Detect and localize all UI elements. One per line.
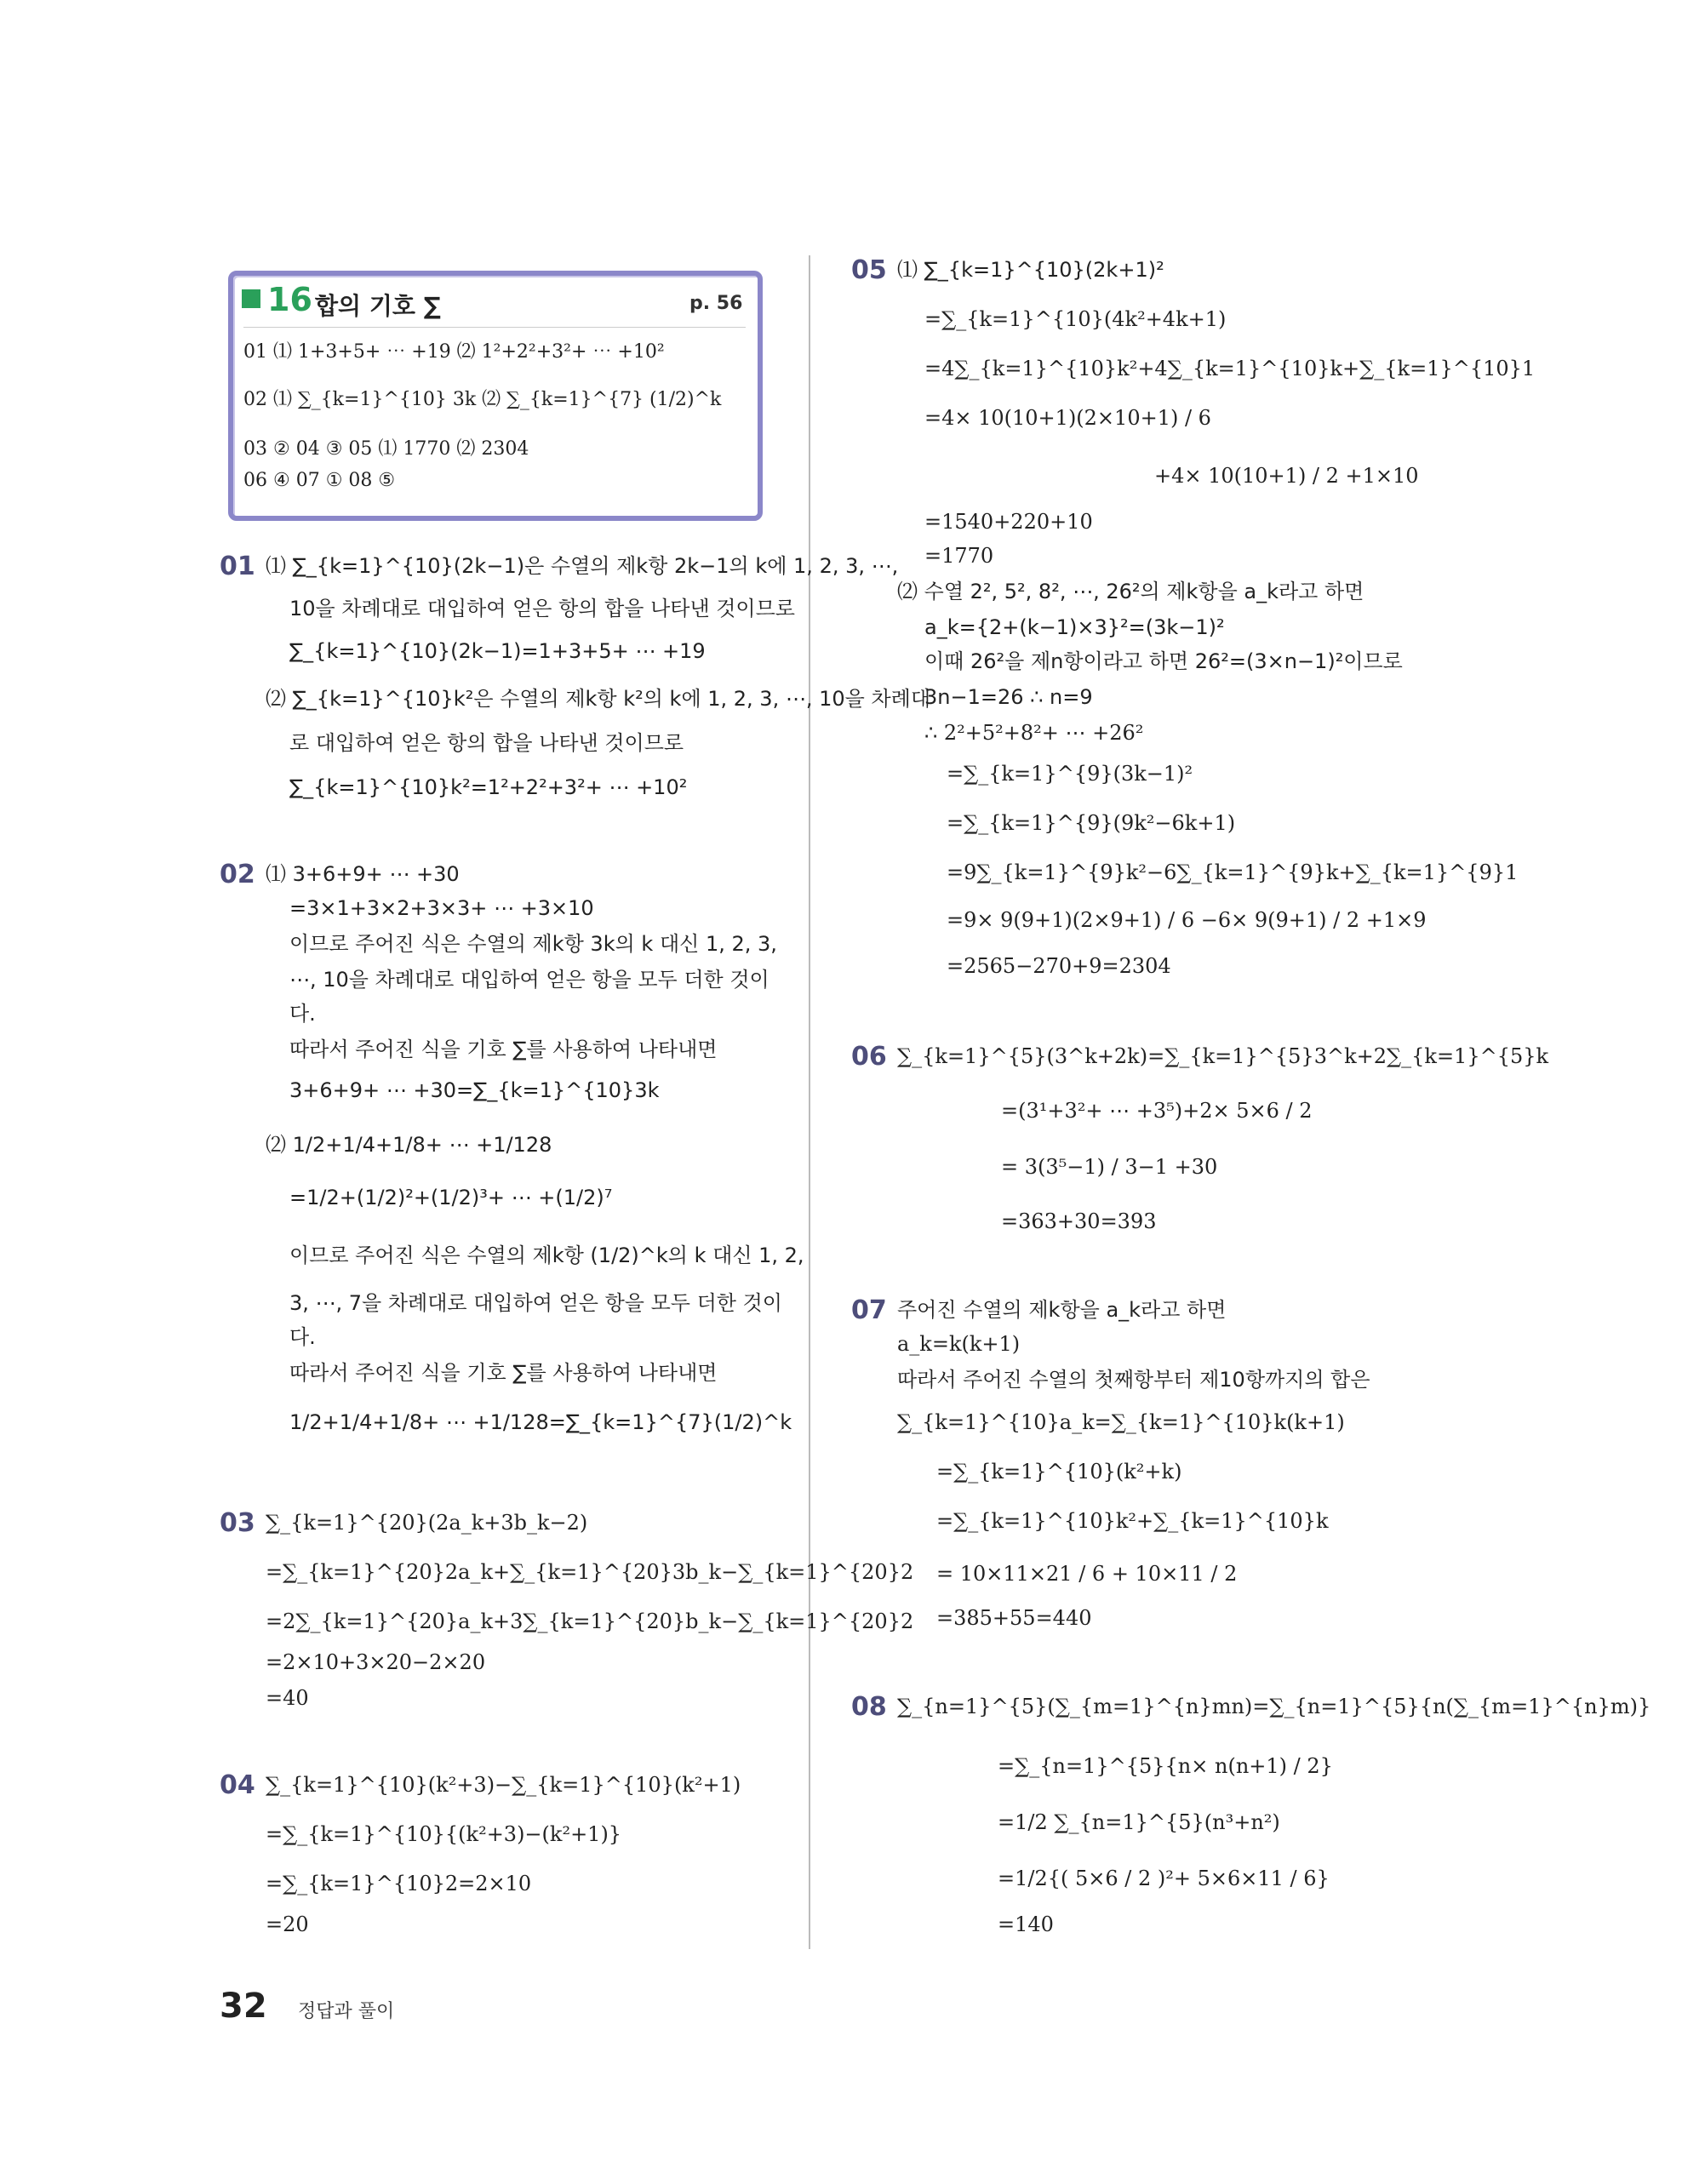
- solution-line: ⑴ ∑_{k=1}^{10}(2k+1)²: [897, 258, 1164, 282]
- solution-line: =1/2+(1/2)²+(1/2)³+ ⋯ +(1/2)⁷: [289, 1186, 613, 1209]
- solution-line: =∑_{n=1}^{5}{n× n(n+1) / 2}: [998, 1754, 1333, 1778]
- solution-line: =∑_{k=1}^{10}2=2×10: [266, 1872, 532, 1895]
- solution-line: 3+6+9+ ⋯ +30=∑_{k=1}^{10}3k: [289, 1078, 660, 1102]
- footer-label: 정답과 풀이: [298, 2001, 395, 2022]
- solution-line: =(3¹+3²+ ⋯ +3⁵)+2× 5×6 / 2: [1001, 1099, 1313, 1123]
- solution-line: =140: [998, 1912, 1054, 1936]
- solution-line: ⑴ 3+6+9+ ⋯ +30: [266, 862, 460, 886]
- solution-line: =1/2 ∑_{n=1}^{5}(n³+n²): [998, 1810, 1280, 1834]
- problem-number: 01: [220, 552, 255, 581]
- problem-number: 08: [851, 1692, 887, 1722]
- problem-number: 05: [851, 255, 887, 285]
- solution-line: = 3(3⁵−1) / 3−1 +30: [1001, 1155, 1218, 1179]
- answer-row: 06 ④ 07 ① 08 ⑤: [243, 470, 396, 491]
- solution-line: =2×10+3×20−2×20: [266, 1650, 486, 1674]
- solution-line: ⑴ ∑_{k=1}^{10}(2k−1)은 수열의 제k항 2k−1의 k에 1, 2, 3, ⋯,: [266, 554, 899, 578]
- solution-line: =∑_{k=1}^{10}{(k²+3)−(k²+1)}: [266, 1822, 622, 1846]
- problem-number: 02: [220, 860, 255, 889]
- solution-line: =4× 10(10+1)(2×10+1) / 6: [924, 406, 1211, 430]
- solution-line: 따라서 주어진 식을 기호 ∑를 사용하여 나타내면: [289, 1038, 718, 1061]
- solution-line: 이때 26²을 제n항이라고 하면 26²=(3×n−1)²이므로: [924, 649, 1403, 673]
- solution-line: =9∑_{k=1}^{9}k²−6∑_{k=1}^{9}k+∑_{k=1}^{9}1: [947, 860, 1519, 884]
- solution-line: 주어진 수열의 제k항을 a_k라고 하면: [897, 1298, 1227, 1322]
- solution-line: ∑_{k=1}^{10}(k²+3)−∑_{k=1}^{10}(k²+1): [266, 1773, 741, 1797]
- solution-line: =∑_{k=1}^{9}(3k−1)²: [947, 762, 1193, 786]
- solution-line: =9× 9(9+1)(2×9+1) / 6 −6× 9(9+1) / 2 +1×9: [947, 908, 1427, 932]
- solution-line: =3×1+3×2+3×3+ ⋯ +3×10: [289, 896, 594, 920]
- solution-line: 따라서 주어진 수열의 첫째항부터 제10항까지의 합은: [897, 1368, 1370, 1392]
- page-ref: p. 56: [689, 293, 743, 314]
- solution-line: = 10×11×21 / 6 + 10×11 / 2: [936, 1562, 1238, 1586]
- box-divider: [243, 327, 746, 328]
- solution-line: =∑_{k=1}^{10}(4k²+4k+1): [924, 307, 1227, 331]
- solution-line: 이므로 주어진 식은 수열의 제k항 3k의 k 대신 1, 2, 3,: [289, 932, 777, 956]
- solution-line: 따라서 주어진 식을 기호 ∑를 사용하여 나타내면: [289, 1361, 718, 1385]
- page-number: 32: [220, 1987, 267, 2026]
- problem-number: 06: [851, 1042, 887, 1072]
- solution-line: ⑵ ∑_{k=1}^{10}k²은 수열의 제k항 k²의 k에 1, 2, 3, ⋯, 10을 차례대: [266, 687, 931, 711]
- solution-line: =2∑_{k=1}^{20}a_k+3∑_{k=1}^{20}b_k−∑_{k=1}^{20}2: [266, 1609, 914, 1633]
- solution-line: 10을 차례대로 대입하여 얻은 항의 합을 나타낸 것이므로: [289, 597, 795, 620]
- column-divider: [809, 255, 810, 1949]
- solution-line: =363+30=393: [1001, 1209, 1157, 1233]
- solution-line: =20: [266, 1912, 309, 1936]
- solution-line: 다.: [289, 1325, 316, 1349]
- solution-line: 1/2+1/4+1/8+ ⋯ +1/128=∑_{k=1}^{7}(1/2)^k: [289, 1410, 792, 1434]
- solution-line: ⑵ 1/2+1/4+1/8+ ⋯ +1/128: [266, 1133, 552, 1157]
- solution-line: =40: [266, 1686, 309, 1710]
- solution-line: =∑_{k=1}^{10}k²+∑_{k=1}^{10}k: [936, 1509, 1329, 1533]
- solution-line: =1770: [924, 544, 994, 568]
- solution-line: ⋯, 10을 차례대로 대입하여 얻은 항을 모두 더한 것이: [289, 968, 769, 992]
- section-badge: 16: [267, 281, 312, 318]
- solution-line: ∴ 2²+5²+8²+ ⋯ +26²: [924, 721, 1144, 745]
- flag-icon: [242, 289, 260, 308]
- solution-line: 이므로 주어진 식은 수열의 제k항 (1/2)^k의 k 대신 1, 2,: [289, 1244, 804, 1267]
- answer-row: 01 ⑴ 1+3+5+ ⋯ +19 ⑵ 1²+2²+3²+ ⋯ +10²: [243, 341, 665, 363]
- solution-line: a_k={2+(k−1)×3}²=(3k−1)²: [924, 615, 1225, 639]
- solution-line: ∑_{n=1}^{5}(∑_{m=1}^{n}mn)=∑_{n=1}^{5}{n(∑_{m=1}^{n}m)}: [897, 1695, 1651, 1718]
- solution-line: ∑_{k=1}^{10}a_k=∑_{k=1}^{10}k(k+1): [897, 1410, 1345, 1434]
- solution-line: 3n−1=26 ∴ n=9: [924, 685, 1093, 709]
- solution-line: =∑_{k=1}^{9}(9k²−6k+1): [947, 811, 1236, 835]
- answer-row: 02 ⑴ ∑_{k=1}^{10} 3k ⑵ ∑_{k=1}^{7} (1/2)^k: [243, 389, 722, 410]
- solution-line: =1/2{( 5×6 / 2 )²+ 5×6×11 / 6}: [998, 1867, 1330, 1890]
- solution-line: ∑_{k=1}^{20}(2a_k+3b_k−2): [266, 1511, 588, 1535]
- problem-number: 03: [220, 1508, 255, 1538]
- solution-line: +4× 10(10+1) / 2 +1×10: [1154, 464, 1419, 488]
- solution-line: 3, ⋯, 7을 차례대로 대입하여 얻은 항을 모두 더한 것이: [289, 1291, 782, 1315]
- solution-line: ∑_{k=1}^{10}k²=1²+2²+3²+ ⋯ +10²: [289, 775, 688, 799]
- problem-number: 07: [851, 1295, 887, 1325]
- solution-line: 다.: [289, 1002, 316, 1026]
- solution-line: a_k=k(k+1): [897, 1332, 1021, 1356]
- solution-line: ∑_{k=1}^{10}(2k−1)=1+3+5+ ⋯ +19: [289, 639, 706, 663]
- answer-summary-box: [228, 271, 763, 521]
- problem-number: 04: [220, 1770, 255, 1800]
- solution-line: 로 대입하여 얻은 항의 합을 나타낸 것이므로: [289, 731, 684, 755]
- solution-line: =2565−270+9=2304: [947, 954, 1171, 978]
- solution-line: =∑_{k=1}^{10}(k²+k): [936, 1460, 1182, 1484]
- solution-line: =1540+220+10: [924, 510, 1093, 534]
- section-title: 합의 기호 ∑: [315, 292, 441, 320]
- answer-row: 03 ② 04 ③ 05 ⑴ 1770 ⑵ 2304: [243, 438, 529, 460]
- solution-line: ∑_{k=1}^{5}(3^k+2k)=∑_{k=1}^{5}3^k+2∑_{k=1}^{5}k: [897, 1044, 1549, 1068]
- solution-line: =4∑_{k=1}^{10}k²+4∑_{k=1}^{10}k+∑_{k=1}^{10}1: [924, 357, 1536, 380]
- solution-line: =385+55=440: [936, 1606, 1092, 1630]
- solution-line: ⑵ 수열 2², 5², 8², ⋯, 26²의 제k항을 a_k라고 하면: [897, 580, 1364, 603]
- solution-line: =∑_{k=1}^{20}2a_k+∑_{k=1}^{20}3b_k−∑_{k=1}^{20}2: [266, 1560, 914, 1584]
